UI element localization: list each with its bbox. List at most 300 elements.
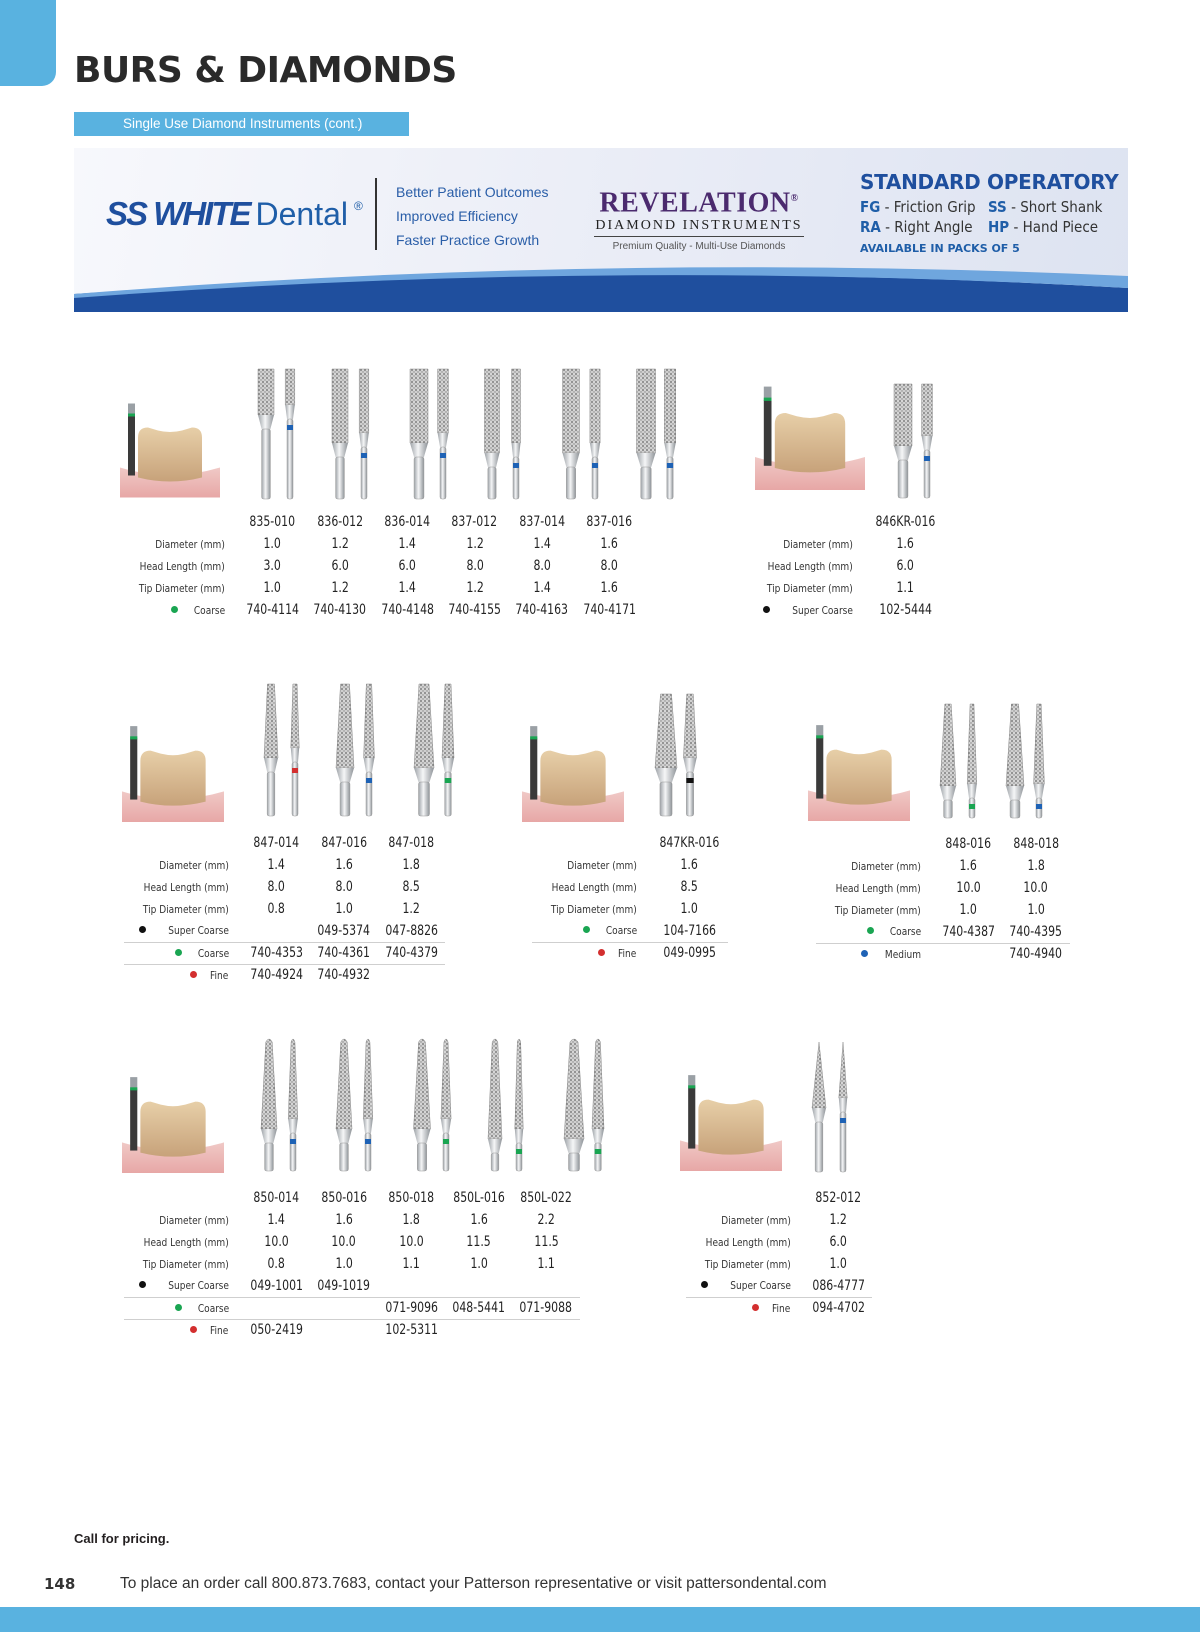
spec-value: 1.1 — [402, 1256, 420, 1272]
model-number: 837-012 — [451, 514, 498, 530]
spec-value: 1.4 — [398, 536, 416, 552]
spec-cell — [374, 577, 441, 599]
head-length-label — [120, 555, 239, 577]
spec-cell — [651, 920, 728, 942]
sswhite-registered-mark: ® — [354, 199, 363, 213]
item-number: 102-5444 — [878, 602, 932, 618]
red-grit-dot-icon — [190, 971, 197, 978]
spec-cell — [935, 877, 1002, 899]
tip-diameter-label-text: Tip Diameter (mm) — [550, 902, 637, 916]
spec-cell — [445, 1187, 512, 1209]
spec-table — [124, 832, 445, 986]
spec-value: 10.0 — [331, 1234, 357, 1250]
diamond-bur-image — [626, 365, 686, 503]
models-label — [124, 1187, 243, 1209]
spec-cell — [508, 599, 575, 621]
brand-banner — [74, 148, 1128, 312]
spec-cell — [243, 1297, 310, 1319]
spec-value: 1.8 — [402, 857, 420, 873]
item-number: 740-4387 — [942, 923, 995, 940]
super-coarse-label — [686, 1275, 805, 1297]
fine-label — [124, 1319, 243, 1341]
spec-cell — [378, 1231, 445, 1253]
model-label — [532, 832, 651, 854]
spec-row-tip-diameter — [748, 577, 944, 599]
spec-cell — [378, 1275, 445, 1297]
spec-value: 8.5 — [402, 879, 420, 895]
diamond-bur-image — [324, 1035, 384, 1175]
spec-value: 10.0 — [1023, 880, 1049, 896]
spec-cell — [310, 854, 377, 876]
item-number: 049-1001 — [250, 1277, 303, 1294]
spec-value: 1.0 — [470, 1256, 488, 1272]
diameter-label-text: Diameter (mm) — [567, 858, 637, 872]
spec-cell — [935, 855, 1002, 877]
black-grit-dot-icon — [701, 1281, 708, 1288]
fine-label — [686, 1297, 805, 1319]
spec-cell — [441, 555, 508, 577]
models-label — [124, 832, 243, 854]
item-number: 740-4940 — [1009, 946, 1063, 963]
diamond-bur-image — [404, 680, 464, 820]
spec-cell — [805, 1209, 872, 1231]
tip-diameter-label — [748, 577, 867, 599]
spec-value: 8.0 — [267, 879, 286, 895]
spec-cell — [243, 942, 310, 964]
spec-cell — [310, 920, 377, 942]
revelation-logo — [594, 184, 804, 252]
coarse-label-text: Coarse — [605, 924, 637, 938]
spec-cell — [512, 1209, 579, 1231]
super-coarse-label — [124, 920, 243, 942]
spec-cell — [512, 1253, 579, 1275]
model-number: 848-018 — [1013, 836, 1059, 852]
spec-value: 8.0 — [466, 558, 484, 574]
revelation-registered-mark: ® — [790, 193, 799, 204]
spec-cell — [576, 599, 643, 621]
model-label — [686, 1187, 805, 1209]
medium-label-text: Medium — [884, 947, 921, 961]
spec-row-medium — [816, 943, 1070, 965]
diamond-bur-image — [472, 365, 532, 503]
revelation-tagline: Premium Quality - Multi-Use Diamonds — [612, 241, 786, 253]
spec-cell — [310, 1209, 377, 1231]
coarse-label — [124, 942, 243, 964]
model-number: 850L-016 — [452, 1190, 505, 1206]
coarse-label-text: Coarse — [889, 925, 921, 939]
model-number: 847-016 — [321, 835, 367, 851]
spec-row-head-length — [532, 876, 728, 898]
spec-value: 1.0 — [1027, 902, 1045, 918]
spec-cell — [310, 1231, 377, 1253]
tip-diameter-label — [532, 898, 651, 920]
spec-cell — [651, 898, 728, 920]
item-number: 740-4114 — [246, 602, 299, 618]
spec-cell — [239, 577, 306, 599]
spec-cell — [1002, 899, 1069, 921]
spec-cell — [805, 1187, 872, 1209]
spec-value: 6.0 — [331, 558, 349, 574]
tooth-preparation-illustration — [120, 395, 220, 500]
spec-value: 11.5 — [533, 1234, 559, 1250]
red-grit-dot-icon — [752, 1304, 759, 1311]
spec-cell — [243, 1319, 310, 1341]
spec-row-models — [124, 832, 445, 854]
spec-cell — [378, 942, 445, 964]
head-length-label — [748, 555, 867, 577]
spec-table — [816, 833, 1070, 965]
item-number: 048-5441 — [452, 1300, 505, 1316]
spec-row-super-coarse — [748, 599, 944, 621]
spec-value: 1.2 — [829, 1212, 848, 1228]
spec-value: 1.6 — [959, 858, 978, 874]
spec-cell — [378, 1209, 445, 1231]
model-number: 835-010 — [249, 514, 296, 530]
spec-table — [686, 1187, 872, 1319]
spec-value: 1.0 — [829, 1256, 848, 1272]
spec-cell — [445, 1253, 512, 1275]
spec-value: 1.6 — [680, 857, 698, 873]
footer-order-info: To place an order call 800.873.7683, contact your Patterson representative or visit pattersondental.com — [120, 1575, 827, 1592]
spec-cell — [243, 898, 310, 920]
spec-cell — [512, 1319, 579, 1341]
black-grit-dot-icon — [139, 926, 146, 933]
item-number: 740-4924 — [250, 967, 303, 984]
code-ss: SS - Short Shank — [988, 198, 1103, 216]
spec-value: 1.6 — [335, 857, 353, 873]
sswhite-dental-word: Dental — [255, 195, 349, 232]
spec-value: 10.0 — [264, 1234, 289, 1250]
spec-row-fine — [124, 1319, 580, 1341]
item-number: 071-9088 — [519, 1300, 573, 1316]
spec-cell — [306, 511, 373, 533]
spec-value: 1.4 — [267, 857, 286, 873]
spec-value: 1.4 — [533, 580, 551, 596]
spec-cell — [445, 1297, 512, 1319]
super-coarse-label — [124, 1275, 243, 1297]
spec-cell — [374, 599, 441, 621]
diamond-bur-image — [995, 700, 1055, 822]
head-length-label-text: Head Length (mm) — [767, 559, 853, 573]
spec-cell — [378, 964, 445, 986]
model-label — [748, 511, 867, 533]
spec-row-diameter — [124, 854, 445, 876]
benefits-list — [396, 180, 549, 252]
call-for-pricing: Call for pricing. — [74, 1531, 170, 1546]
spec-cell — [243, 854, 310, 876]
tip-diameter-label-text: Tip Diameter (mm) — [834, 903, 921, 917]
spec-cell — [867, 599, 944, 621]
banner-divider — [375, 178, 377, 250]
model-number: 846KR-016 — [875, 514, 936, 530]
spec-value: 6.0 — [398, 558, 416, 574]
diamond-bur-image — [799, 1038, 859, 1176]
spec-cell — [243, 920, 310, 942]
diameter-label — [124, 1209, 243, 1231]
spec-cell — [805, 1231, 872, 1253]
spec-value: 3.0 — [263, 558, 282, 574]
spec-value: 8.0 — [335, 879, 353, 895]
coarse-label-text: Coarse — [197, 946, 229, 960]
spec-cell — [243, 1231, 310, 1253]
spec-cell — [378, 1319, 445, 1341]
spec-cell — [310, 898, 377, 920]
head-length-label-text: Head Length (mm) — [705, 1235, 791, 1249]
item-number: 740-4932 — [317, 967, 371, 984]
tip-diameter-label-text: Tip Diameter (mm) — [704, 1257, 791, 1271]
spec-value: 8.0 — [533, 558, 551, 574]
tooth-preparation-illustration — [522, 720, 624, 822]
standard-operatory-title: STANDARD OPERATORY — [860, 170, 1119, 194]
head-length-label — [124, 1231, 243, 1253]
spec-cell — [867, 511, 944, 533]
tip-diameter-label — [124, 898, 243, 920]
spec-cell — [378, 1297, 445, 1319]
spec-row-tip-diameter — [120, 577, 643, 599]
spec-row-tip-diameter — [124, 1253, 580, 1275]
spec-row-models — [816, 833, 1070, 855]
fine-label-text: Fine — [210, 1323, 229, 1337]
spec-cell — [1002, 943, 1069, 965]
spec-cell — [239, 533, 306, 555]
spec-row-super-coarse — [124, 920, 445, 942]
footer-bar — [0, 1607, 1200, 1632]
spec-row-tip-diameter — [124, 898, 445, 920]
spec-cell — [306, 533, 373, 555]
spec-row-coarse — [532, 920, 728, 942]
spec-value: 10.0 — [399, 1234, 424, 1250]
diameter-label-text: Diameter (mm) — [159, 858, 229, 872]
page-title: BURS & DIAMONDS — [74, 50, 457, 91]
spec-cell — [310, 942, 377, 964]
red-grit-dot-icon — [598, 949, 605, 956]
head-length-label-text: Head Length (mm) — [143, 880, 229, 894]
spec-cell — [935, 833, 1002, 855]
head-length-label — [124, 876, 243, 898]
spec-cell — [310, 1275, 377, 1297]
spec-table — [532, 832, 728, 964]
page-number: 148 — [44, 1575, 76, 1593]
spec-cell — [512, 1275, 579, 1297]
spec-cell — [310, 1297, 377, 1319]
head-length-label — [816, 877, 935, 899]
spec-cell — [576, 511, 643, 533]
spec-cell — [378, 920, 445, 942]
spec-value: 1.8 — [402, 1212, 420, 1228]
model-number: 852-012 — [815, 1190, 862, 1206]
spec-row-diameter — [124, 1209, 580, 1231]
spec-row-head-length — [686, 1231, 872, 1253]
model-number: 850-018 — [388, 1190, 435, 1206]
tooth-preparation-illustration — [680, 1060, 782, 1180]
spec-cell — [239, 555, 306, 577]
spec-value: 6.0 — [896, 558, 914, 574]
packs-note: AVAILABLE IN PACKS OF 5 — [860, 242, 1020, 255]
spec-cell — [239, 511, 306, 533]
spec-row-model — [748, 511, 944, 533]
spec-value: 1.8 — [1027, 858, 1045, 874]
spec-cell — [512, 1231, 579, 1253]
spec-value: 6.0 — [829, 1234, 848, 1250]
diamond-bur-image — [249, 1035, 309, 1175]
diamond-bur-image — [928, 700, 988, 822]
sswhite-logo — [106, 190, 363, 238]
blue-grit-dot-icon — [861, 950, 868, 957]
spec-row-model — [686, 1187, 872, 1209]
spec-cell — [445, 1209, 512, 1231]
spec-value: 1.4 — [267, 1212, 286, 1228]
spec-cell — [805, 1253, 872, 1275]
tooth-preparation-illustration — [750, 380, 870, 490]
item-number: 047-8826 — [385, 922, 438, 939]
coarse-label — [816, 921, 935, 943]
spec-row-diameter — [686, 1209, 872, 1231]
spec-cell — [651, 854, 728, 876]
spec-cell — [378, 1187, 445, 1209]
spec-cell — [508, 533, 575, 555]
spec-row-coarse — [124, 1297, 580, 1319]
spec-table — [120, 511, 643, 621]
spec-value: 1.0 — [335, 1256, 353, 1272]
spec-cell — [1002, 855, 1069, 877]
diameter-label-text: Diameter (mm) — [783, 537, 853, 551]
green-grit-dot-icon — [171, 606, 178, 613]
diamond-bur-image — [554, 1035, 614, 1175]
green-grit-dot-icon — [867, 927, 874, 934]
tip-diameter-label — [686, 1253, 805, 1275]
head-length-label-text: Head Length (mm) — [551, 880, 637, 894]
spec-cell — [1002, 833, 1069, 855]
sswhite-mark: SS WHITE — [106, 195, 250, 232]
item-number: 740-4353 — [250, 945, 303, 961]
diamond-bur-image — [475, 1035, 535, 1175]
spec-value: 1.1 — [896, 580, 914, 596]
fine-label — [532, 942, 651, 964]
spec-cell — [243, 1187, 310, 1209]
spec-value: 1.1 — [537, 1256, 555, 1272]
spec-cell — [243, 1275, 310, 1297]
spec-cell — [805, 1275, 872, 1297]
spec-row-head-length — [124, 876, 445, 898]
model-number: 837-016 — [586, 514, 633, 530]
spec-row-diameter — [816, 855, 1070, 877]
model-number: 848-016 — [945, 836, 992, 852]
spec-cell — [651, 832, 728, 854]
benefit-item: Faster Practice Growth — [396, 232, 540, 248]
spec-cell — [243, 1253, 310, 1275]
model-number: 847KR-016 — [659, 835, 720, 851]
fine-label-text: Fine — [618, 946, 637, 960]
spec-row-models — [124, 1187, 580, 1209]
coarse-label-text: Coarse — [193, 603, 225, 617]
spec-cell — [243, 964, 310, 986]
spec-cell — [935, 921, 1002, 943]
spec-cell — [651, 876, 728, 898]
diamond-bur-image — [399, 365, 459, 503]
spec-cell — [441, 599, 508, 621]
spec-cell — [1002, 877, 1069, 899]
spec-row-fine — [124, 964, 445, 986]
spec-cell — [441, 533, 508, 555]
super-coarse-label — [748, 599, 867, 621]
spec-cell — [378, 1253, 445, 1275]
fine-label-text: Fine — [772, 1301, 791, 1315]
spec-value: 1.6 — [600, 580, 619, 596]
spec-table — [748, 511, 944, 621]
diameter-label — [532, 854, 651, 876]
tip-diameter-label-text: Tip Diameter (mm) — [138, 581, 225, 595]
tip-diameter-label-text: Tip Diameter (mm) — [766, 581, 853, 595]
spec-cell — [441, 577, 508, 599]
spec-cell — [243, 876, 310, 898]
spec-row-fine — [686, 1297, 872, 1319]
spec-cell — [239, 599, 306, 621]
item-number: 049-5374 — [317, 922, 371, 939]
tooth-preparation-illustration — [808, 718, 910, 822]
spec-cell — [508, 511, 575, 533]
super-coarse-label-text: Super Coarse — [730, 1279, 791, 1293]
spec-value: 0.8 — [267, 901, 286, 917]
black-grit-dot-icon — [763, 606, 770, 613]
item-number: 086-4777 — [812, 1277, 865, 1294]
spec-value: 1.4 — [533, 536, 551, 552]
spec-cell — [805, 1297, 872, 1319]
spec-cell — [867, 555, 944, 577]
spec-cell — [306, 599, 373, 621]
fine-label — [124, 964, 243, 986]
spec-row-coarse — [124, 942, 445, 964]
spec-cell — [310, 1253, 377, 1275]
spec-value: 1.2 — [466, 536, 484, 552]
item-number: 740-4163 — [515, 602, 569, 618]
models-label — [816, 833, 935, 855]
tooth-preparation-illustration — [122, 1068, 224, 1176]
diameter-label — [120, 533, 239, 555]
spec-row-head-length — [748, 555, 944, 577]
spec-row-diameter — [748, 533, 944, 555]
spec-value: 1.0 — [263, 580, 282, 596]
spec-value: 8.5 — [680, 879, 698, 895]
medium-label — [816, 943, 935, 965]
green-grit-dot-icon — [175, 1304, 182, 1311]
diamond-bur-image — [883, 380, 943, 502]
coarse-label — [124, 1297, 243, 1319]
page-tab-corner — [0, 0, 56, 86]
spec-cell — [445, 1319, 512, 1341]
fine-label-text: Fine — [210, 968, 229, 982]
spec-cell — [935, 899, 1002, 921]
spec-row-coarse — [120, 599, 643, 621]
spec-row-tip-diameter — [686, 1253, 872, 1275]
head-length-label-text: Head Length (mm) — [143, 1235, 229, 1249]
diameter-label-text: Diameter (mm) — [155, 537, 225, 551]
spec-value: 1.0 — [680, 901, 698, 917]
spec-row-head-length — [816, 877, 1070, 899]
tooth-preparation-illustration — [122, 720, 224, 822]
super-coarse-label-text: Super Coarse — [792, 603, 853, 617]
models-label — [120, 511, 239, 533]
head-length-label — [686, 1231, 805, 1253]
item-number: 740-4148 — [381, 602, 434, 618]
diamond-bur-image — [402, 1035, 462, 1175]
diameter-label — [748, 533, 867, 555]
spec-value: 10.0 — [956, 880, 981, 896]
spec-value: 1.6 — [896, 536, 914, 552]
red-grit-dot-icon — [190, 1326, 197, 1333]
diamond-bur-image — [646, 690, 706, 820]
green-grit-dot-icon — [583, 926, 590, 933]
standard-operatory-key — [860, 170, 1120, 255]
